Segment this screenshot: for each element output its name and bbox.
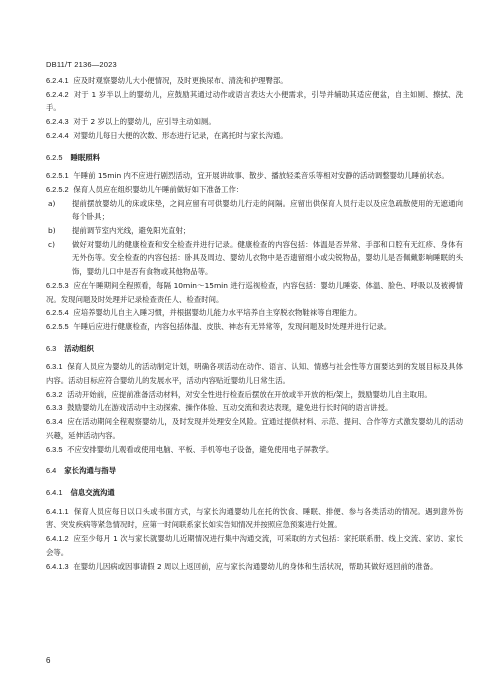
- section-heading: [46, 151, 463, 165]
- clause-text: 应至少每月 1 次与家长就婴幼儿近期情况进行集中沟通交流，可采取的方式包括：家托联系册、线上交流、家访、家长会等。: [46, 534, 464, 557]
- clause-number: 6.2.4.4: [46, 130, 69, 140]
- list-item-text: 提前摆放婴幼儿的床或床垫，之间应留有可供婴幼儿行走的间隔。应留出供保育人员行走以及应急疏散使用的无遮通向每个卧具；: [72, 198, 463, 222]
- clause-paragraph: [46, 415, 463, 442]
- clause-text: 在婴幼儿因病或因事请假 2 周以上返回前，应与家长沟通婴幼儿的身体和生活状况，帮助其做好返回前的准备。: [73, 561, 438, 571]
- clause-text: 保育人员应每日以口头或书面方式，与家长沟通婴幼儿在托的饮食、睡眠、排便、参与各类活动的情况。遇到意外伤害、突发疾病等紧急情况时，应第一时间联系家长如实告知情况并按照应急预案进行处置。: [46, 506, 463, 530]
- clause-paragraph: [46, 183, 463, 197]
- clause-number: 6.2.5.4: [46, 308, 69, 318]
- clause-number: 6.2.5.3: [46, 280, 69, 290]
- clause-number: 6.2.4.3: [46, 117, 69, 127]
- clause-paragraph: [46, 88, 463, 115]
- clause-text: 鼓励婴幼儿在游戏活动中主动探索、操作体验、互动交流和表达表现，避免进行长时间的语言讲授。: [67, 403, 393, 413]
- section-number: 6.2.5: [46, 152, 63, 162]
- section-title: 家长沟通与指导: [64, 466, 117, 476]
- clause-paragraph: [46, 443, 463, 457]
- list-item-label: c): [48, 239, 55, 249]
- clause-number: 6.3.3: [46, 403, 63, 413]
- clause-paragraph: [46, 306, 463, 320]
- page-number: 6: [46, 656, 51, 665]
- list-item-text: 做好对婴幼儿的健康检查和安全检查并进行记录。健康检查的内容包括：体温是否异常、手部和口腔有无红疹、身体有无外伤等。安全检查的内容包括：卧具及周边、婴幼儿衣物中是否遗留细小或尖锐物品，婴幼儿是否佩戴影响睡眠的头饰，婴幼儿口中是否有食物或其他物品等。: [72, 239, 463, 277]
- clause-paragraph: [46, 115, 463, 129]
- clause-text: 对于 2 岁以上的婴幼儿，应引导主动如厕。: [73, 117, 216, 127]
- clause-text: 保育人员应为婴幼儿的活动制定计划，明确各项活动在动作、语言、认知、情感与社会性等方面要达到的发展目标及具体内容。活动目标应符合婴幼儿的发展水平，活动内容贴近婴幼儿日常生活。: [46, 362, 463, 386]
- clause-paragraph: [46, 532, 463, 559]
- section-number: 6.3: [46, 343, 57, 353]
- section-number: 6.4.1: [46, 487, 63, 497]
- clause-paragraph: [46, 560, 463, 574]
- clause-text: 应及时观察婴幼儿大小便情况，及时更换尿布、清洗和护理臀部。: [73, 76, 288, 85]
- clause-text: 活动开始前，应提前准备活动材料，对安全性进行检查后摆放在开放或半开放的柜/架上，鼓励婴幼儿自主取用。: [67, 389, 432, 399]
- clause-paragraph: [46, 320, 463, 334]
- list-item: [46, 238, 463, 279]
- clause-text: 对于 1 岁半以上的婴幼儿，应鼓励其通过动作或语言表达大小便需求，引导并辅助其适应便盆，自主如厕、擦拭、洗手。: [46, 89, 464, 113]
- list-item-label: b): [48, 226, 56, 236]
- clause-text: 保育人员应在组织婴幼儿午睡前做好如下准备工作：: [73, 184, 244, 194]
- clause-number: 6.3.2: [46, 389, 63, 399]
- clause-number: 6.4.1.2: [46, 534, 69, 544]
- clause-paragraph: [46, 388, 463, 402]
- clause-number: 6.4.1.1: [46, 506, 69, 516]
- clause-text: 对婴幼儿每日大便的次数、形态进行记录，在离托时与家长沟通。: [73, 130, 288, 140]
- section-heading: [46, 486, 463, 500]
- list-item-label: a): [48, 198, 56, 208]
- clause-text: 应培养婴幼儿自主入睡习惯，并根据婴幼儿能力水平培养自主穿脱衣物鞋袜等自理能力。: [73, 308, 362, 318]
- clause-text: 午睡前 15min 内不应进行剧烈活动，宜开展讲故事、散步、播放轻柔音乐等相对安静的活动调整婴幼儿睡前状态。: [73, 171, 449, 181]
- section-title: 信息交流沟通: [70, 487, 115, 497]
- clause-paragraph: [46, 129, 463, 143]
- clause-paragraph: [46, 169, 463, 183]
- document-code: DB11/T 2136—2023: [46, 60, 117, 69]
- clause-paragraph: [46, 74, 463, 88]
- clause-paragraph: [46, 360, 463, 387]
- section-number: 6.4: [46, 466, 57, 476]
- clause-paragraph: [46, 505, 463, 532]
- list-item-text: 提前调节室内光线，避免阳光直射；: [72, 226, 191, 236]
- clause-number: 6.4.1.3: [46, 561, 69, 571]
- clause-text: 不应安排婴幼儿观看或使用电脑、平板、手机等电子设备，避免使用电子屏教学。: [67, 444, 334, 454]
- clause-number: 6.3.4: [46, 417, 63, 427]
- section-heading: [46, 464, 463, 478]
- clause-text: 午睡后应进行健康检查，内容包括体温、皮肤、神态有无异常等，发现问题及时处理并进行记录。: [73, 321, 392, 331]
- clause-number: 6.3.5: [46, 444, 63, 454]
- clause-text: 应在午睡期间全程照看，每隔 10min～15min 进行巡视检查，内容包括：婴幼儿睡姿、体温、脸色、呼吸以及被褥情况。发现问题及时处理并记录检查责任人、检查时间。: [46, 280, 463, 304]
- clause-number: 6.2.5.2: [46, 184, 69, 194]
- list-item: [46, 197, 463, 224]
- section-title: 睡眠照料: [70, 152, 101, 162]
- section-heading: [46, 342, 463, 356]
- document-body: [46, 74, 463, 573]
- clause-number: 6.2.5.1: [46, 171, 69, 181]
- section-title: 活动组织: [64, 343, 94, 353]
- list-item: [46, 224, 463, 238]
- clause-number: 6.2.5.5: [46, 321, 69, 331]
- clause-number: 6.2.4.2: [46, 89, 69, 99]
- clause-paragraph: [46, 279, 463, 306]
- clause-text: 应在活动期间全程观察婴幼儿，及时发现并处理安全风险。宜通过提供材料、示范、提问、合作等方式激发婴幼儿的活动兴趣，延伸活动内容。: [46, 417, 463, 440]
- clause-number: 6.3.1: [46, 362, 63, 372]
- clause-number: 6.2.4.1: [46, 76, 69, 85]
- clause-paragraph: [46, 401, 463, 415]
